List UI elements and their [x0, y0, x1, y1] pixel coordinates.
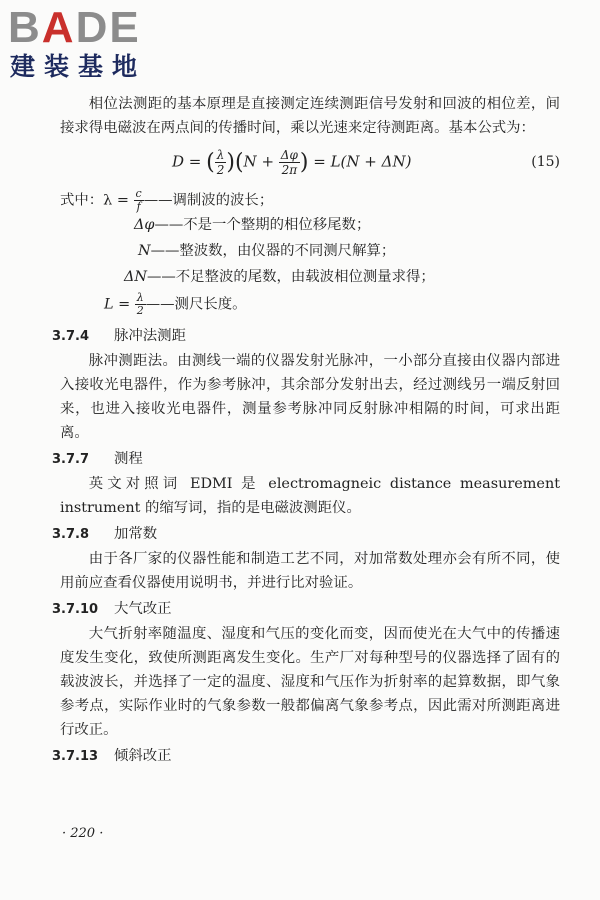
section-heading: 3.7.8 加常数 — [52, 526, 158, 542]
section-paragraph: 大气折射率随温度、湿度和气压的变化而变，因而使光在大气中的传播速度发生变化，致使所测距离发生变化。生产厂对每种型号的仪器选择了固有的载波波长，并选择了一定的温度、湿度和气压作为折射率的起算数据，即气象参考点，实际作业时的气象参数一般都偏离气象参考点，因此需对所测距离进行改正。 — [60, 626, 560, 738]
def-lambda: 式中：λ = $\frac{c}{f}$ ——调制波的波长； — [60, 187, 274, 213]
section-heading: 3.7.13 倾斜改正 — [52, 748, 172, 764]
def-n: N——整波数，由仪器的不同测尺解算； — [138, 243, 396, 259]
logo-subtitle: 建装基地 — [10, 52, 147, 81]
definitions — [60, 188, 560, 322]
logo-wordmark: BADE — [8, 3, 141, 52]
def-dn: ΔN——不足整波的尾数，由载波相位测量求得； — [124, 269, 435, 285]
intro-paragraph: 相位法测距的基本原理是直接测定连续测距信号发射和回波的相位差，间接求得电磁波在两点间的传播时间，乘以光速来定待测距离。基本公式为： — [60, 96, 560, 136]
section-paragraph: 英文对照词 EDMI 是 electromagneic distance measurement instrument 的缩写词，指的是电磁波测距仪。 — [60, 476, 560, 516]
section-paragraph: 由于各厂家的仪器性能和制造工艺不同，对加常数处理亦会有所不同，使用前应查看仪器使用说明书，并进行比对验证。 — [60, 551, 560, 591]
section-paragraph: 脉冲测距法。由测线一端的仪器发射光脉冲，一小部分直接由仪器内部进入接收光电器件，作为参考脉冲，其余部分发射出去，经过测线另一端反射回来，也进入接收光电器件，测量参考脉冲同反射脉冲相隔的时间，可求出距离。 — [60, 353, 560, 441]
formula-body: D = ( $\frac{\lambda}{2}$ )(N + $\frac{\Delta\varphi}{2\pi}$ ) = L(N + ΔN) — [172, 148, 412, 177]
bade-logo — [8, 4, 183, 90]
section-heading: 3.7.10 大气改正 — [52, 601, 172, 617]
equation-number: (15) — [531, 154, 560, 170]
document-page — [52, 92, 560, 769]
section-heading: 3.7.4 脉冲法测距 — [52, 328, 186, 344]
formula-15 — [60, 142, 560, 186]
section-heading: 3.7.7 测程 — [52, 451, 143, 467]
page-number: · 220 · — [62, 826, 104, 841]
def-l: L = $\frac{\lambda}{2}$ ——测尺长度。 — [104, 291, 247, 317]
def-dphi: Δφ——不是一个整期的相位移尾数； — [134, 217, 371, 233]
